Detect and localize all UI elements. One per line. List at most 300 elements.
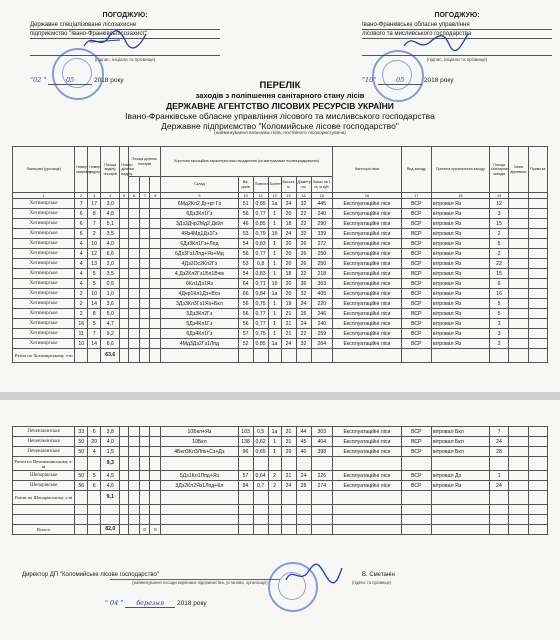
cell-volume: 24 bbox=[489, 437, 508, 447]
cell-density: 0,71 bbox=[253, 279, 268, 289]
cell-forestry: Шепарівське bbox=[13, 481, 75, 491]
cell-vydil: 5 bbox=[88, 279, 101, 289]
cell-blank bbox=[150, 339, 161, 349]
cell-blank bbox=[75, 491, 88, 505]
cell-blank bbox=[139, 505, 150, 515]
cell-forestry: Хотимирське bbox=[13, 339, 75, 349]
cell-blank bbox=[75, 515, 88, 525]
cell-blank bbox=[150, 219, 161, 229]
approval-right-date-month: 05 bbox=[378, 76, 422, 85]
cell-diameter: 36 bbox=[296, 279, 311, 289]
cell-category: Експлуатаційні ліси bbox=[333, 299, 402, 309]
cell-vydil: 20 bbox=[88, 437, 101, 447]
cell-age: 54 bbox=[238, 269, 253, 279]
hdr-stock: Запас на 1 га, м куб. bbox=[311, 177, 333, 193]
total-col-a: 0 bbox=[139, 525, 150, 535]
cell-height: 20 bbox=[281, 259, 296, 269]
cell-composition: 4Дчр1Кл1Дз+Всн bbox=[161, 289, 238, 299]
cell-reason: вітровал Бкл bbox=[431, 437, 489, 447]
cell-stock: 445 bbox=[311, 199, 333, 209]
cell-blank bbox=[296, 505, 311, 515]
cell-blank bbox=[296, 515, 311, 525]
cell-reason: вітровал Яз bbox=[431, 269, 489, 279]
column-number: 9 bbox=[161, 193, 238, 199]
cell-height: 24 bbox=[281, 339, 296, 349]
cell-blank bbox=[333, 525, 402, 535]
cell-blank bbox=[268, 515, 281, 525]
cell-reason: вітровал Яз bbox=[431, 309, 489, 319]
cell-forestry: Печеніжинське bbox=[13, 427, 75, 437]
cell-vydil: 5 bbox=[88, 269, 101, 279]
cell-vydil: 14 bbox=[88, 339, 101, 349]
cell-forestry: Хотимирське bbox=[13, 229, 75, 239]
cell-blank bbox=[333, 505, 402, 515]
column-number: 15 bbox=[311, 193, 333, 199]
cell-kvartal: 11 bbox=[75, 329, 88, 339]
cell-blank bbox=[401, 491, 431, 505]
cell-reason: вітровал Дз bbox=[431, 471, 489, 481]
cell-vydil: 7 bbox=[88, 219, 101, 229]
cell-volume: 3 bbox=[489, 319, 508, 329]
cell-blank bbox=[120, 309, 129, 319]
cell-blank bbox=[333, 515, 402, 525]
hdr-vydil: Номер виділу bbox=[88, 147, 101, 193]
cell-blank bbox=[129, 525, 140, 535]
cell-blank bbox=[139, 319, 150, 329]
cell-density: 0,84 bbox=[253, 289, 268, 299]
cell-age: 56 bbox=[238, 299, 253, 309]
cell-blank bbox=[120, 199, 129, 209]
cell-blank bbox=[129, 199, 140, 209]
cell-vydil: 6 bbox=[88, 481, 101, 491]
cell-blank bbox=[139, 427, 150, 437]
cell-bonitet: 1 bbox=[268, 309, 281, 319]
cell-height: 21 bbox=[281, 309, 296, 319]
cell-blank bbox=[129, 289, 140, 299]
subtotal-area: 9,1 bbox=[101, 491, 120, 505]
cell-blank bbox=[120, 471, 129, 481]
cell-blank bbox=[139, 199, 150, 209]
hdr-sub-blank-2 bbox=[139, 177, 150, 193]
cell-composition: 10Бкл+Яз bbox=[161, 427, 238, 437]
cell-stock: 250 bbox=[311, 259, 333, 269]
cell-bonitet: 1 bbox=[268, 447, 281, 457]
page-separator bbox=[0, 392, 560, 400]
cell-composition: 4Мд3Дз2Гз1Лпд bbox=[161, 339, 238, 349]
cell-blank bbox=[489, 349, 508, 363]
cell-blank bbox=[139, 239, 150, 249]
cell-reason: вітровал Яз bbox=[431, 329, 489, 339]
cell-blank bbox=[528, 447, 547, 457]
cell-blank bbox=[75, 457, 88, 471]
total-row bbox=[13, 525, 548, 535]
cell-area: 9,2 bbox=[101, 329, 120, 339]
cell-blank bbox=[509, 515, 528, 525]
cell-blank bbox=[120, 427, 129, 437]
document-title: ПЕРЕЛІК bbox=[259, 80, 301, 91]
cell-volume: 5 bbox=[489, 299, 508, 309]
cell-category: Експлуатаційні ліси bbox=[333, 447, 402, 457]
cell-blank bbox=[120, 319, 129, 329]
cell-blank bbox=[401, 505, 431, 515]
cell-forestry: Хотимирське bbox=[13, 309, 75, 319]
cell-composition: 4Дз2Ос2Кл2Гз bbox=[161, 259, 238, 269]
cell-blank bbox=[528, 299, 547, 309]
cell-vydil: 13 bbox=[88, 259, 101, 269]
cell-category: Експлуатаційні ліси bbox=[333, 279, 402, 289]
cell-blank bbox=[129, 279, 140, 289]
cell-kvartal: 50 bbox=[75, 437, 88, 447]
owner-caption: (найменування власника лісів, постійного лісокористувача) bbox=[214, 131, 346, 136]
cell-stock: 272 bbox=[311, 239, 333, 249]
cell-blank bbox=[528, 319, 547, 329]
cell-blank bbox=[528, 525, 547, 535]
cell-measure: ВСР bbox=[401, 427, 431, 437]
cell-blank bbox=[161, 349, 238, 363]
cell-blank bbox=[281, 525, 296, 535]
cell-blank bbox=[129, 471, 140, 481]
cell-diameter: 32 bbox=[296, 199, 311, 209]
cell-vydil: 7 bbox=[88, 329, 101, 339]
empty-row bbox=[13, 505, 548, 515]
cell-reason: вітровал Бкл bbox=[431, 427, 489, 437]
cell-composition: 3Дз3Кл3Гз1Яз+Бкл bbox=[161, 299, 238, 309]
cell-kvartal: 4 bbox=[75, 259, 88, 269]
column-number: 2 bbox=[75, 193, 88, 199]
cell-blank bbox=[139, 259, 150, 269]
table-row bbox=[13, 299, 548, 309]
cell-diameter: 22 bbox=[296, 269, 311, 279]
cell-blank bbox=[129, 229, 140, 239]
cell-blank bbox=[88, 515, 101, 525]
footer-signature bbox=[282, 560, 346, 586]
cell-area: 0,5 bbox=[101, 279, 120, 289]
cell-category: Експлуатаційні ліси bbox=[333, 259, 402, 269]
cell-blank bbox=[528, 349, 547, 363]
cell-density: 0,83 bbox=[253, 239, 268, 249]
column-number: 17 bbox=[401, 193, 431, 199]
subtotal-label: Разом по Печеніжинському л-ві bbox=[14, 458, 73, 469]
cell-kvartal: 4 bbox=[75, 249, 88, 259]
cell-blank bbox=[161, 505, 238, 515]
table-row bbox=[13, 329, 548, 339]
cell-volume: 15 bbox=[489, 219, 508, 229]
cell-bonitet: 1 bbox=[268, 219, 281, 229]
cell-blank bbox=[528, 481, 547, 491]
cell-forestry: Печеніжинське bbox=[13, 437, 75, 447]
cell-blank bbox=[129, 437, 140, 447]
document-page-bottom bbox=[0, 400, 560, 640]
cell-volume: 22 bbox=[489, 259, 508, 269]
cell-blank bbox=[528, 491, 547, 505]
cell-measure: ВСР bbox=[401, 199, 431, 209]
cell-blank bbox=[150, 427, 161, 437]
hdr-vydilok: Номер ділянки виділу bbox=[120, 147, 129, 193]
cell-blank bbox=[238, 505, 253, 515]
cell-density: 0,7 bbox=[253, 481, 268, 491]
cell-blank bbox=[139, 457, 150, 471]
cell-height: 24 bbox=[281, 199, 296, 209]
subtotal-label: Разом по Хотимирському л-ві bbox=[13, 349, 75, 363]
approval-left-date-month: 05 bbox=[48, 76, 92, 85]
hdr-col-b: Запас деревини bbox=[509, 147, 528, 193]
cell-blank bbox=[431, 349, 489, 363]
cell-blank bbox=[333, 349, 402, 363]
cell-blank bbox=[120, 491, 129, 505]
cell-density: 0,77 bbox=[253, 249, 268, 259]
cell-blank bbox=[509, 239, 528, 249]
cell-forestry: Хотимирське bbox=[13, 329, 75, 339]
cell-vydil: 4 bbox=[88, 447, 101, 457]
table-row bbox=[13, 199, 548, 209]
table-row bbox=[13, 269, 548, 279]
cell-vydil: 10 bbox=[88, 289, 101, 299]
cell-blank bbox=[528, 505, 547, 515]
cell-height: 20 bbox=[281, 209, 296, 219]
cell-blank bbox=[509, 219, 528, 229]
signer-name: В. Смєтанін bbox=[362, 572, 395, 578]
director-title: Директор ДП "Коломийське лісове господарство" bbox=[22, 572, 159, 578]
cell-reason: вітровал Яз bbox=[431, 199, 489, 209]
cell-density: 0,85 bbox=[253, 219, 268, 229]
cell-bonitet: 1а bbox=[268, 289, 281, 299]
cell-area: 2,0 bbox=[101, 259, 120, 269]
cell-blank bbox=[401, 515, 431, 525]
cell-composition: 6Дз3Гз1Лпд+Яз+Мд bbox=[161, 249, 238, 259]
hdr-diameter: Діаметр, см bbox=[296, 177, 311, 193]
agency-name: ДЕРЖАВНЕ АГЕНТСТВО ЛІСОВИХ РЕСУРСІВ УКРАЇНИ bbox=[166, 101, 394, 111]
cell-blank bbox=[238, 349, 253, 363]
cell-height: 31 bbox=[281, 427, 296, 437]
cell-measure: ВСР bbox=[401, 229, 431, 239]
table-row bbox=[13, 471, 548, 481]
cell-blank bbox=[509, 481, 528, 491]
table-row bbox=[13, 279, 548, 289]
cell-blank bbox=[509, 339, 528, 349]
cell-age: 46 bbox=[238, 219, 253, 229]
cell-composition: 4Яз4Мд1Дз1Гз bbox=[161, 229, 238, 239]
cell-density: 0,75 bbox=[253, 299, 268, 309]
cell-age: 56 bbox=[238, 319, 253, 329]
cell-category: Експлуатаційні ліси bbox=[333, 437, 402, 447]
cell-age: 57 bbox=[238, 329, 253, 339]
hdr-col-a: Площа санітарних заходів bbox=[489, 147, 508, 193]
cell-bonitet: 1 bbox=[268, 299, 281, 309]
cell-reason: вітровал Яз bbox=[431, 481, 489, 491]
cell-blank bbox=[139, 447, 150, 457]
cell-height: 29 bbox=[281, 447, 296, 457]
column-number: 4 bbox=[101, 193, 120, 199]
cell-diameter: 32 bbox=[296, 289, 311, 299]
cell-category: Експлуатаційні ліси bbox=[333, 329, 402, 339]
hdr-measure: Вид заходу bbox=[401, 147, 431, 193]
cell-kvartal: 6 bbox=[75, 209, 88, 219]
cell-blank bbox=[268, 457, 281, 471]
cell-blank bbox=[150, 329, 161, 339]
cell-blank bbox=[150, 349, 161, 363]
cell-blank bbox=[129, 457, 140, 471]
cell-blank bbox=[120, 505, 129, 515]
cell-blank bbox=[528, 427, 547, 437]
cell-blank bbox=[509, 319, 528, 329]
cell-blank bbox=[120, 339, 129, 349]
table-row bbox=[13, 289, 548, 299]
cell-blank bbox=[150, 309, 161, 319]
cell-reason: вітровал Яз bbox=[431, 209, 489, 219]
column-number: 10 bbox=[238, 193, 253, 199]
cell-blank bbox=[528, 219, 547, 229]
cell-area: 1,5 bbox=[101, 447, 120, 457]
director-caption: (найменування посади керівника підприємства, установи, організації) bbox=[132, 580, 268, 585]
table-row bbox=[13, 309, 548, 319]
cell-blank bbox=[120, 219, 129, 229]
approval-left-heading: ПОГОДЖУЮ: bbox=[102, 12, 148, 19]
cell-stock: 259 bbox=[311, 329, 333, 339]
cell-volume: 24 bbox=[489, 481, 508, 491]
table-row bbox=[13, 229, 548, 239]
cell-category: Експлуатаційні ліси bbox=[333, 239, 402, 249]
cell-stock: 226 bbox=[311, 471, 332, 481]
cell-height: 24 bbox=[281, 229, 296, 239]
cell-blank bbox=[509, 349, 528, 363]
cell-age: 138 bbox=[238, 437, 253, 447]
cell-measure: ВСР bbox=[401, 309, 431, 319]
cell-density: 0,79 bbox=[253, 229, 268, 239]
cell-bonitet: 1а bbox=[268, 199, 281, 209]
cell-stock: 250 bbox=[311, 249, 333, 259]
cell-blank bbox=[120, 209, 129, 219]
cell-volume: 15 bbox=[489, 269, 508, 279]
cell-volume: 2 bbox=[489, 249, 508, 259]
cell-bonitet: 1 bbox=[268, 269, 281, 279]
subtotal-area: 63,6 bbox=[101, 349, 120, 363]
cell-age: 103 bbox=[238, 427, 253, 437]
document-titles bbox=[0, 80, 560, 137]
cell-kvartal: 2 bbox=[75, 299, 88, 309]
cell-area: 4,5 bbox=[101, 471, 120, 481]
cell-blank bbox=[528, 339, 547, 349]
cell-blank bbox=[129, 349, 140, 363]
cell-kvartal: 56 bbox=[75, 481, 88, 491]
cell-blank bbox=[509, 491, 528, 505]
cell-composition: 5Дз3Кл2Гз bbox=[161, 309, 238, 319]
cell-composition: 6Мд2Кл2 Дг+рг Гз bbox=[161, 199, 238, 209]
cell-category: Експлуатаційні ліси bbox=[333, 199, 402, 209]
cell-blank bbox=[129, 481, 140, 491]
cell-composition: 4.Дз2Кл2Гз1Бп1Вчм bbox=[161, 269, 238, 279]
cell-blank bbox=[13, 505, 75, 515]
cell-bonitet: 1 bbox=[268, 329, 281, 339]
approval-left-date-day: "02 " bbox=[30, 76, 47, 84]
hdr-bonitet: Бонітет bbox=[268, 177, 281, 193]
cell-blank bbox=[150, 259, 161, 269]
cell-kvartal: 6 bbox=[75, 229, 88, 239]
cell-blank bbox=[161, 515, 238, 525]
hdr-sub-blank-3 bbox=[150, 177, 161, 193]
cell-blank bbox=[150, 229, 161, 239]
cell-diameter: 40 bbox=[296, 447, 311, 457]
cell-blank bbox=[88, 525, 101, 535]
cell-category: Експлуатаційні ліси bbox=[333, 319, 402, 329]
cell-forestry: Печеніжинське bbox=[13, 447, 75, 457]
cell-kvartal: 2 bbox=[75, 309, 88, 319]
cell-blank bbox=[129, 259, 140, 269]
cell-blank bbox=[120, 437, 129, 447]
cell-blank bbox=[281, 491, 296, 505]
cell-blank bbox=[161, 525, 238, 535]
cell-category: Експлуатаційні ліси bbox=[333, 289, 402, 299]
cell-volume: 28 bbox=[489, 447, 508, 457]
cell-area: 1,0 bbox=[101, 289, 120, 299]
cell-forestry: Хотимирське bbox=[13, 259, 75, 269]
cell-vydil: 2 bbox=[88, 229, 101, 239]
cell-blank bbox=[150, 515, 161, 525]
subtotal-row bbox=[13, 457, 548, 471]
cell-kvartal: 6 bbox=[75, 219, 88, 229]
cell-area: 4,8 bbox=[101, 209, 120, 219]
cell-blank bbox=[139, 471, 150, 481]
cell-composition: 5Дз4Кл1Гз bbox=[161, 319, 238, 329]
cell-blank bbox=[139, 249, 150, 259]
cell-blank bbox=[120, 269, 129, 279]
cell-age: 51 bbox=[238, 199, 253, 209]
cell-blank bbox=[129, 309, 140, 319]
column-number: 5 bbox=[120, 193, 129, 199]
cell-composition: 5Дз1Кл1Лпд+Яз bbox=[161, 471, 238, 481]
cell-blank bbox=[528, 289, 547, 299]
table-row bbox=[13, 319, 548, 329]
cell-blank bbox=[253, 491, 268, 505]
cell-blank bbox=[509, 457, 528, 471]
cell-blank bbox=[528, 199, 547, 209]
cell-vydil: 17 bbox=[88, 199, 101, 209]
cell-composition: 6Дз3Кл1Гз+Лпд bbox=[161, 239, 238, 249]
measures-table-top bbox=[12, 146, 548, 363]
cell-blank bbox=[509, 269, 528, 279]
cell-measure: ВСР bbox=[401, 249, 431, 259]
cell-blank bbox=[139, 329, 150, 339]
hdr-inner-area: Площа ділянки, гектарів bbox=[129, 147, 161, 177]
cell-bonitet: 1 bbox=[268, 437, 281, 447]
cell-age: 57 bbox=[238, 471, 253, 481]
total-area: 82,0 bbox=[101, 525, 120, 535]
cell-height: 20 bbox=[281, 289, 296, 299]
cell-kvartal: 50 bbox=[75, 471, 88, 481]
cell-blank bbox=[431, 457, 489, 471]
cell-blank bbox=[150, 249, 161, 259]
cell-blank bbox=[268, 491, 281, 505]
cell-blank bbox=[509, 447, 528, 457]
cell-blank bbox=[489, 525, 508, 535]
hdr-density: Повнота bbox=[253, 177, 268, 193]
cell-blank bbox=[150, 457, 161, 471]
cell-age: 96 bbox=[238, 447, 253, 457]
cell-category: Експлуатаційні ліси bbox=[333, 471, 402, 481]
cell-blank bbox=[311, 515, 332, 525]
cell-category: Експлуатаційні ліси bbox=[333, 339, 402, 349]
cell-kvartal: 4 bbox=[75, 279, 88, 289]
cell-kvartal: 10 bbox=[75, 339, 88, 349]
cell-kvartal: 4 bbox=[75, 239, 88, 249]
cell-reason: вітровал Яз bbox=[431, 259, 489, 269]
cell-area: 3,6 bbox=[101, 299, 120, 309]
cell-blank bbox=[88, 349, 101, 363]
cell-diameter: 24 bbox=[296, 299, 311, 309]
cell-area: 6,6 bbox=[101, 339, 120, 349]
cell-measure: ВСР bbox=[401, 239, 431, 249]
cell-bonitet: 1 bbox=[268, 209, 281, 219]
cell-blank bbox=[161, 457, 238, 471]
